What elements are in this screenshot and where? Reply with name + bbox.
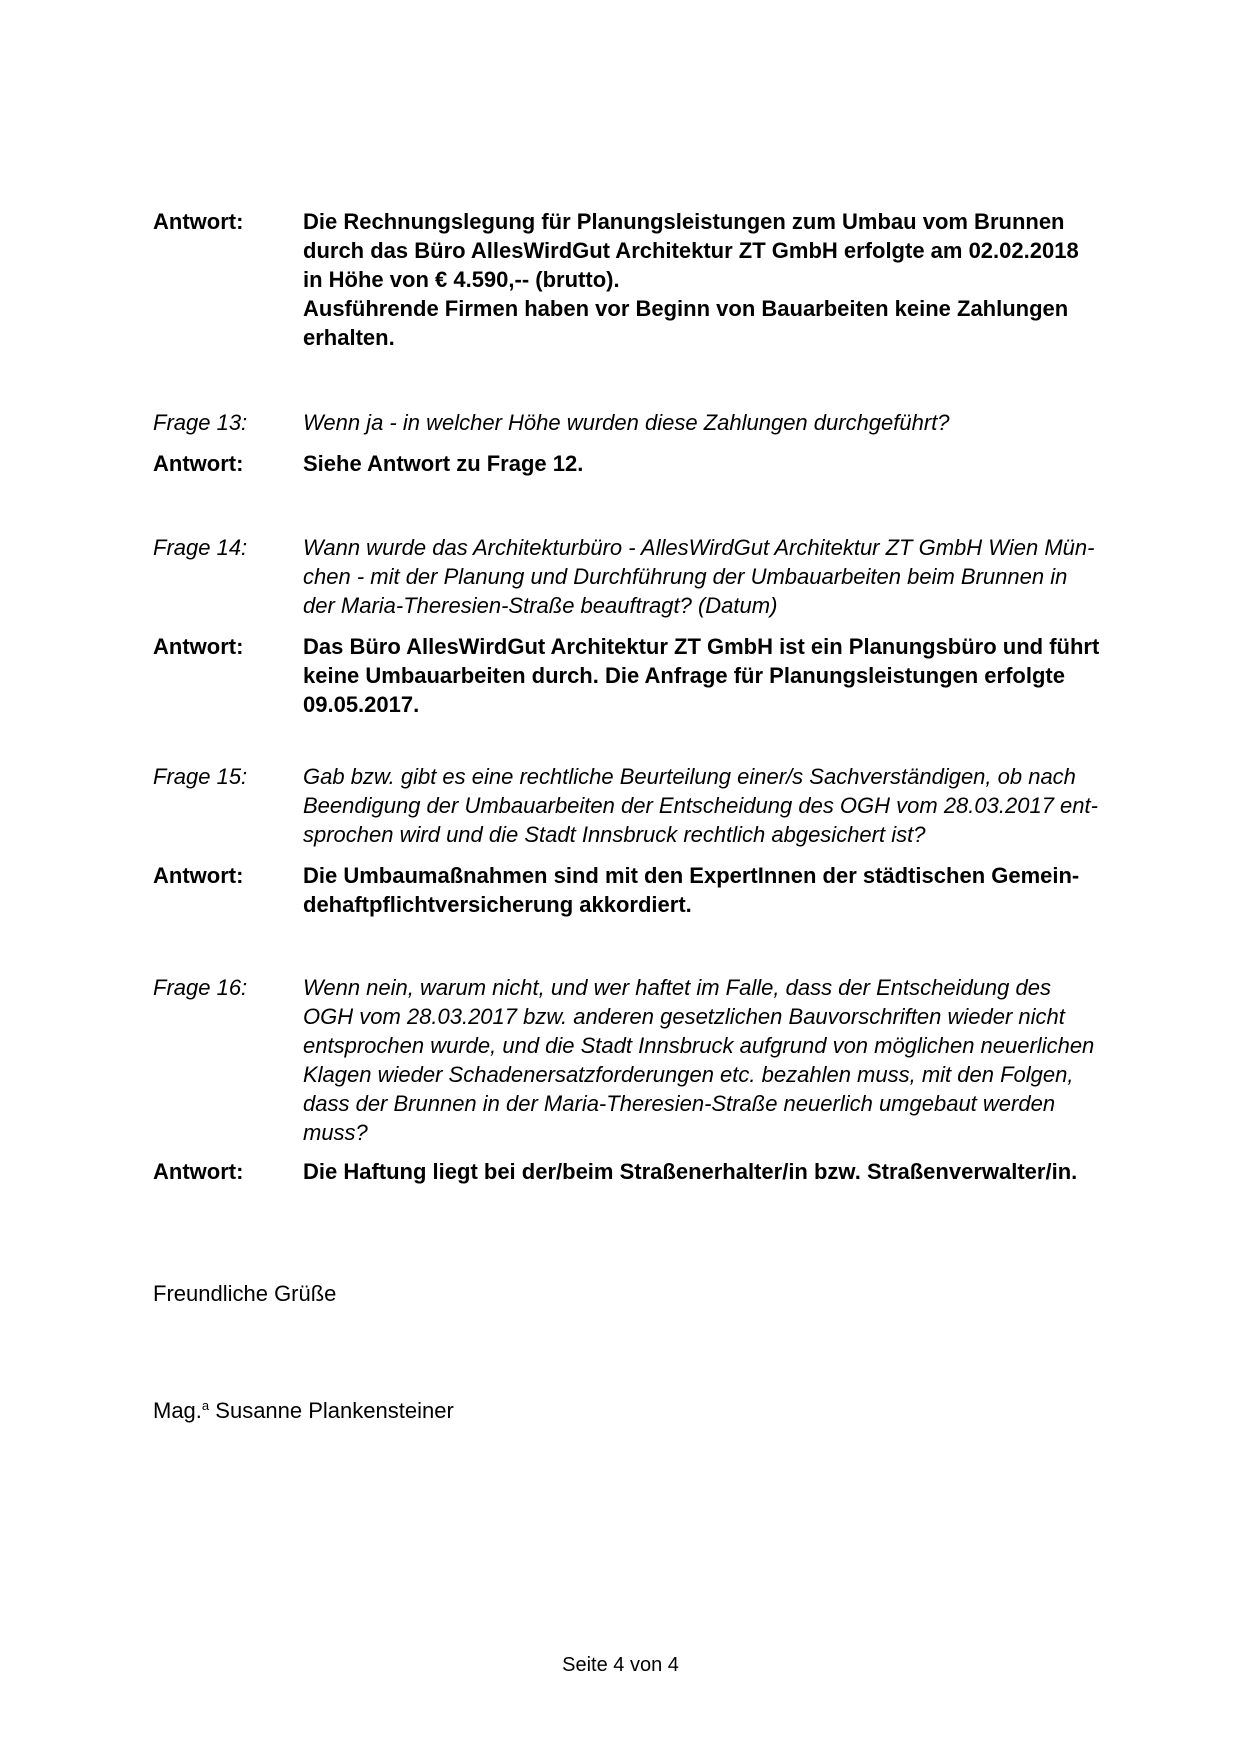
text-line: muss? <box>303 1120 368 1145</box>
text-line: OGH vom 28.03.2017 bzw. anderen gesetzlichen Bauvorschriften wieder nicht <box>303 1004 1065 1029</box>
answer-text <box>303 1157 1135 1186</box>
text-line: in Höhe von € 4.590,-- (brutto). <box>303 267 620 292</box>
question-16-block <box>153 973 1133 1147</box>
text-line: Die Haftung liegt bei der/beim Straßenerhalter/in bzw. Straßenverwalter/in. <box>303 1159 1078 1184</box>
question-text <box>303 973 1135 1147</box>
text-line: keine Umbauarbeiten durch. Die Anfrage für Planungsleistungen erfolgte <box>303 663 1065 688</box>
text-line: Die Rechnungslegung für Planungsleistungen zum Umbau vom Brunnen <box>303 209 1065 234</box>
question-label: Frage 16: <box>153 975 248 1000</box>
answer-text <box>303 207 1135 352</box>
text-line: erhalten. <box>303 325 395 350</box>
answer-15-block <box>153 861 1133 919</box>
answer-16-block <box>153 1157 1133 1186</box>
text-line: Das Büro AllesWirdGut Architektur ZT GmbH ist ein Planungsbüro und führt <box>303 634 1100 659</box>
text-line: Die Umbaumaßnahmen sind mit den ExpertInnen der städtischen Gemein- <box>303 863 1080 888</box>
text-line: der Maria-Theresien-Straße beauftragt? (Datum) <box>303 593 778 618</box>
answer-text <box>303 632 1135 719</box>
question-text <box>303 533 1135 620</box>
page-number: Seite 4 von 4 <box>562 1654 679 1676</box>
closing-greeting: Freundliche Grüße <box>153 1281 337 1306</box>
answer-label: Antwort: <box>153 209 244 234</box>
question-label: Frage 13: <box>153 410 248 435</box>
answer-14-block <box>153 632 1133 719</box>
academic-title-suffix: a <box>201 1398 210 1413</box>
signature-name <box>153 1391 454 1425</box>
text-line: durch das Büro AllesWirdGut Architektur ZT GmbH erfolgte am 02.02.2018 <box>303 238 1079 263</box>
answer-12-block <box>153 207 1133 352</box>
text-line: Wann wurde das Architekturbüro - AllesWirdGut Architektur ZT GmbH Wien Mün- <box>303 535 1095 560</box>
question-text <box>303 762 1135 849</box>
text-line: Ausführende Firmen haben vor Beginn von Bauarbeiten keine Zahlungen <box>303 296 1069 321</box>
question-text <box>303 408 1135 437</box>
person-name: Susanne Plankensteiner <box>215 1398 454 1423</box>
question-label: Frage 15: <box>153 764 248 789</box>
answer-label: Antwort: <box>153 1159 244 1184</box>
text-line: Siehe Antwort zu Frage 12. <box>303 451 584 476</box>
answer-label: Antwort: <box>153 863 244 888</box>
question-label: Frage 14: <box>153 535 248 560</box>
answer-text <box>303 861 1135 919</box>
text-line: dehaftpflichtversicherung akkordiert. <box>303 892 692 917</box>
answer-label: Antwort: <box>153 634 244 659</box>
answer-text <box>303 449 1135 478</box>
answer-label: Antwort: <box>153 451 244 476</box>
text-line: chen - mit der Planung und Durchführung der Umbauarbeiten beim Brunnen in <box>303 564 1068 589</box>
text-line: entsprochen wurde, und die Stadt Innsbruck aufgrund von möglichen neuerlichen <box>303 1033 1095 1058</box>
text-line: Wenn ja - in welcher Höhe wurden diese Zahlungen durchgeführt? <box>303 410 950 435</box>
text-line: Beendigung der Umbauarbeiten der Entscheidung des OGH vom 28.03.2017 ent- <box>303 793 1098 818</box>
text-line: Gab bzw. gibt es eine rechtliche Beurteilung einer/s Sachverständigen, ob nach <box>303 764 1076 789</box>
text-line: sprochen wird und die Stadt Innsbruck rechtlich abgesichert ist? <box>303 822 926 847</box>
text-line: Klagen wieder Schadenersatzforderungen etc. bezahlen muss, mit den Folgen, <box>303 1062 1074 1087</box>
question-14-block <box>153 533 1133 620</box>
text-line: dass der Brunnen in der Maria-Theresien-Straße neuerlich umgebaut werden <box>303 1091 1056 1116</box>
academic-title: Mag. <box>153 1398 202 1423</box>
question-15-block <box>153 762 1133 849</box>
answer-13-block <box>153 449 1133 478</box>
text-line: Wenn nein, warum nicht, und wer haftet im Falle, dass der Entscheidung des <box>303 975 1051 1000</box>
question-13-block <box>153 408 1133 437</box>
text-line: 09.05.2017. <box>303 692 420 717</box>
